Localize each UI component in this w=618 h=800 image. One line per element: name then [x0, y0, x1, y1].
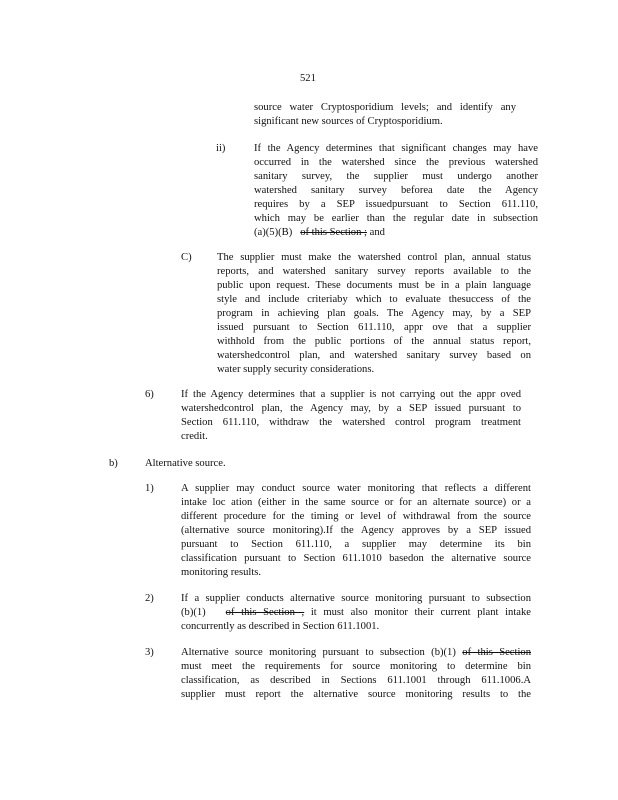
text-line: reports, and watershed sanitary survey reports available to the: [217, 266, 531, 277]
text-line: [254, 226, 538, 240]
text-line: classification pursuant to Section 611.1010 basedon the alternative source: [181, 553, 531, 564]
text-line: supplier must report the alternative source monitoring results to the: [181, 689, 531, 700]
conjunction-text: and: [369, 227, 385, 238]
text-line: concurrently as described in Section 611.1001.: [181, 621, 380, 632]
text-line: watershed sanitary survey beforea date the Agency: [254, 185, 538, 196]
text-line: withhold from the public portions of the annual status report,: [217, 336, 531, 347]
item-label-b2: 2): [145, 593, 154, 604]
text-line: monitoring results.: [181, 567, 262, 578]
item-label-b: b): [109, 458, 118, 469]
citation-text: (a)(5)(B): [254, 227, 293, 238]
paragraph-b1: [181, 482, 531, 580]
text-line: credit.: [181, 431, 208, 442]
text-line: [181, 606, 531, 620]
text-line: sanitary survey, the supplier must undergo another: [254, 171, 538, 182]
text-line: A supplier may conduct source water monitoring that reflects a different: [181, 483, 531, 494]
text-line: (alternative source monitoring).If the Agency approves by a SEP issued: [181, 525, 531, 536]
text-line: different procedure for the timing or level of withdrawal from the source: [181, 511, 531, 522]
citation-text: (b)(1): [181, 607, 206, 618]
text-line: pursuant to Section 611.110, a supplier may determine its bin: [181, 539, 531, 550]
struck-text: of this Section: [462, 647, 531, 658]
paragraph-b3: [181, 646, 531, 702]
text-line: If the Agency determines that significant changes may have: [254, 143, 538, 154]
text-line: If a supplier conducts alternative source monitoring pursuant to subsection: [181, 593, 531, 604]
text-line: watershedcontrol plan, and watershed sanitary survey based on: [217, 350, 531, 361]
paragraph-C: [217, 251, 531, 377]
text-line: significant new sources of Cryptosporidium.: [254, 116, 443, 127]
text-line: water supply security considerations.: [217, 364, 375, 375]
section-heading: Alternative source.: [145, 458, 226, 469]
text-line: [181, 646, 531, 660]
text-line: style and include criteriaby which to evaluate thesuccess of the: [217, 294, 531, 305]
text-line: issued pursuant to Section 611.110, appr ove that a supplier: [217, 322, 531, 333]
text-line: If the Agency determines that a supplier is not carrying out the appr oved: [181, 389, 521, 400]
sentence-text: it must also monitor their current plant intake: [310, 607, 531, 618]
text-line: program in achieving plan goals. The Agency may, by a SEP: [217, 308, 531, 319]
sentence-text: Alternative source monitoring pursuant to subsection (b)(1): [181, 647, 456, 658]
continuation-paragraph: [254, 101, 516, 129]
item-label-C: C): [181, 252, 192, 263]
text-line: occurred in the watershed since the previous watershed: [254, 157, 538, 168]
text-line: classification, as described in Sections 611.1001 through 611.1006.A: [181, 675, 531, 686]
text-line: must meet the requirements for source monitoring to determine bin: [181, 661, 531, 672]
text-line: which may be earlier than the regular date in subsection: [254, 213, 538, 224]
item-label-b1: 1): [145, 483, 154, 494]
text-line: intake loc ation (either in the same source or for an alternate source) or a: [181, 497, 531, 508]
struck-text: of this Section ;: [300, 227, 367, 238]
paragraph-6: [181, 388, 521, 444]
paragraph-ii: [254, 142, 538, 240]
struck-text: of this Section ,: [225, 607, 305, 618]
text-line: requires by a SEP issuedpursuant to Section 611.110,: [254, 199, 538, 210]
text-line: The supplier must make the watershed control plan, annual status: [217, 252, 531, 263]
text-line: Section 611.110, withdraw the watershed control program treatment: [181, 417, 521, 428]
item-label-b3: 3): [145, 647, 154, 658]
page-number: 521: [300, 73, 316, 84]
text-line: watershedcontrol plan, the Agency may, by a SEP issued pursuant to: [181, 403, 521, 414]
item-label-ii: ii): [216, 143, 226, 154]
paragraph-b2: [181, 592, 531, 634]
item-label-6: 6): [145, 389, 154, 400]
text-line: source water Cryptosporidium levels; and identify any: [254, 102, 516, 113]
text-line: public upon request. These documents must be in a plain language: [217, 280, 531, 291]
